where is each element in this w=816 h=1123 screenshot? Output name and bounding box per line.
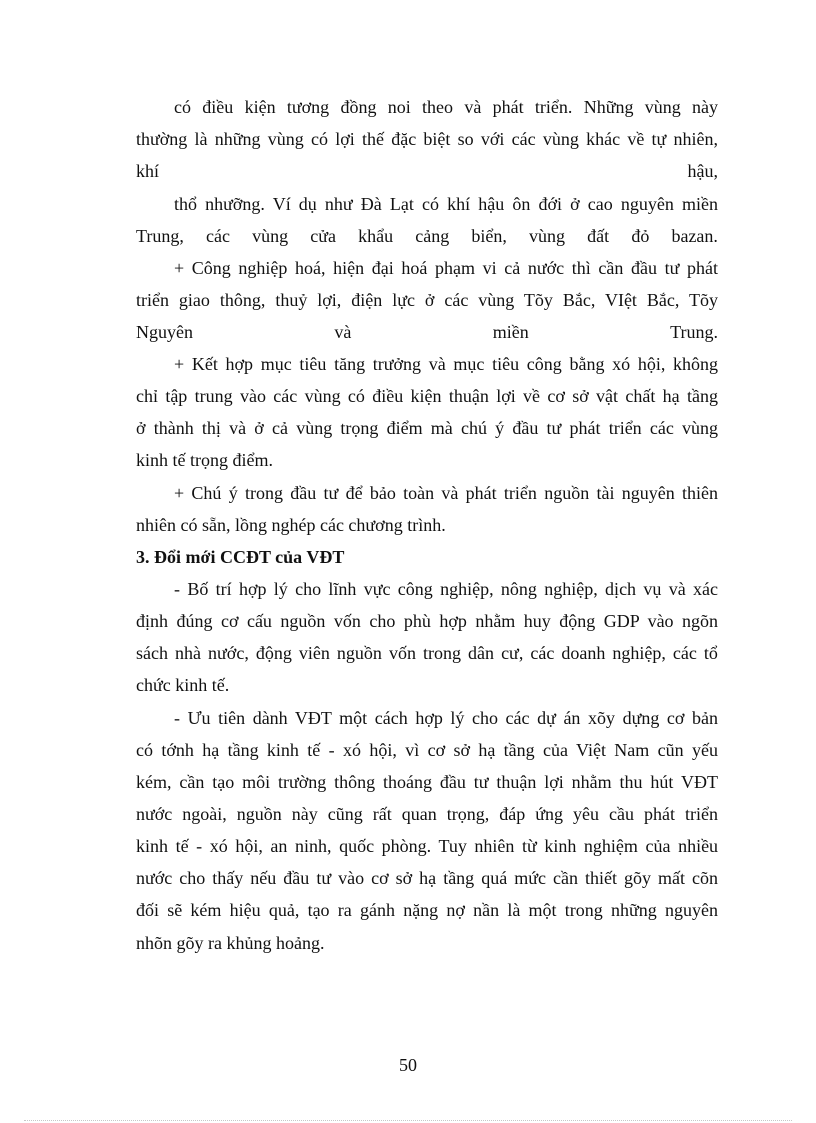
word: cảng [415,226,450,246]
paragraph-line: thường là những vùng có lợi thế đặc biệt so với các vùng khác về tự nhiên, [136,129,719,149]
paragraph-line: thổ nhưỡng. Ví dụ như Đà Lạt có khí hậu ôn đới ở cao nguyên miền [174,194,718,214]
word: Trung, [136,226,184,246]
word: khẩu [358,226,394,246]
paragraph-line: có tớnh hạ tầng kinh tế - xó hội, vì cơ sở hạ tầng của Việt Nam cũn yếu [136,740,718,760]
word: bazan. [671,226,718,246]
paragraph-line: nước cho thấy nếu đầu tư vào cơ sở hạ tầng quá mức cần thiết gõy mất cõn [136,868,719,888]
paragraph-line [136,159,718,183]
word: miền [492,322,529,342]
paragraph-line: + Kết hợp mục tiêu tăng trưởng và mục tiêu công bằng xó hội, không [174,354,719,374]
section-heading: 3. Đổi mới CCĐT của VĐT [136,547,345,567]
word: Nguyên [136,322,193,342]
paragraph-line: đối sẽ kém hiệu quả, tạo ra gánh nặng nợ nần là một trong những nguyên [136,900,718,920]
word: Trung. [670,322,718,342]
paragraph-line: chức kinh tế. [136,675,230,695]
paragraph-line: sách nhà nước, động viên nguồn vốn trong dân cư, các doanh nghiệp, các tổ [136,643,718,663]
paragraph-line [136,224,718,248]
paragraph-line [136,320,718,344]
word: biển, [471,226,507,246]
paragraph-line: ở thành thị và ở cả vùng trọng điểm mà chú ý đầu tư phát triển các vùng [136,418,719,438]
word: vùng [252,226,289,246]
paragraph-line: kinh tế - xó hội, an ninh, quốc phòng. Tuy nhiên từ kinh nghiệm của nhiều [136,836,719,856]
word: đất [587,226,610,246]
paragraph-line: nước ngoài, nguồn này cũng rất quan trọng, đáp ứng yêu cầu phát triển [136,804,719,824]
paragraph-line: - Ưu tiên dành VĐT một cách hợp lý cho các dự án xõy dựng cơ bản [174,708,719,728]
paragraph-line: + Công nghiệp hoá, hiện đại hoá phạm vi cả nước thì cần đầu tư phát [174,258,719,278]
paragraph-line: kinh tế trọng điểm. [136,450,273,470]
paragraph-line: nhiên có sẵn, lồng nghép các chương trình. [136,515,446,535]
word: hậu, [687,161,718,181]
paragraph-line: - Bố trí hợp lý cho lĩnh vực công nghiệp, nông nghiệp, dịch vụ và xác [174,579,718,599]
paragraph-line: chỉ tập trung vào các vùng có điều kiện thuận lợi về cơ sở vật chất hạ tầng [136,386,718,406]
paragraph-line: nhõn gõy ra khủng hoảng. [136,933,325,953]
paragraph-line: định đúng cơ cấu nguồn vốn cho phù hợp nhằm huy động GDP vào ngõn [136,611,719,631]
paragraph-line: triển giao thông, thuỷ lợi, điện lực ở các vùng Tõy Bắc, VIệt Bắc, Tõy [136,290,718,310]
word: đỏ [631,226,650,246]
paragraph-line: có điều kiện tương đồng noi theo và phát triển. Những vùng này [174,97,719,117]
word: các [206,226,230,246]
word: và [334,322,352,342]
word: khí [136,161,160,181]
word: vùng [529,226,566,246]
page-bottom-border [24,1120,792,1121]
paragraph-line: + Chú ý trong đầu tư để bảo toàn và phát triển nguồn tài nguyên thiên [174,483,719,503]
page-number: 50 [399,1055,417,1075]
paragraph-line: kém, cần tạo môi trường thông thoáng đầu tư thuận lợi nhằm thu hút VĐT [136,772,718,792]
word: cửa [310,226,336,246]
